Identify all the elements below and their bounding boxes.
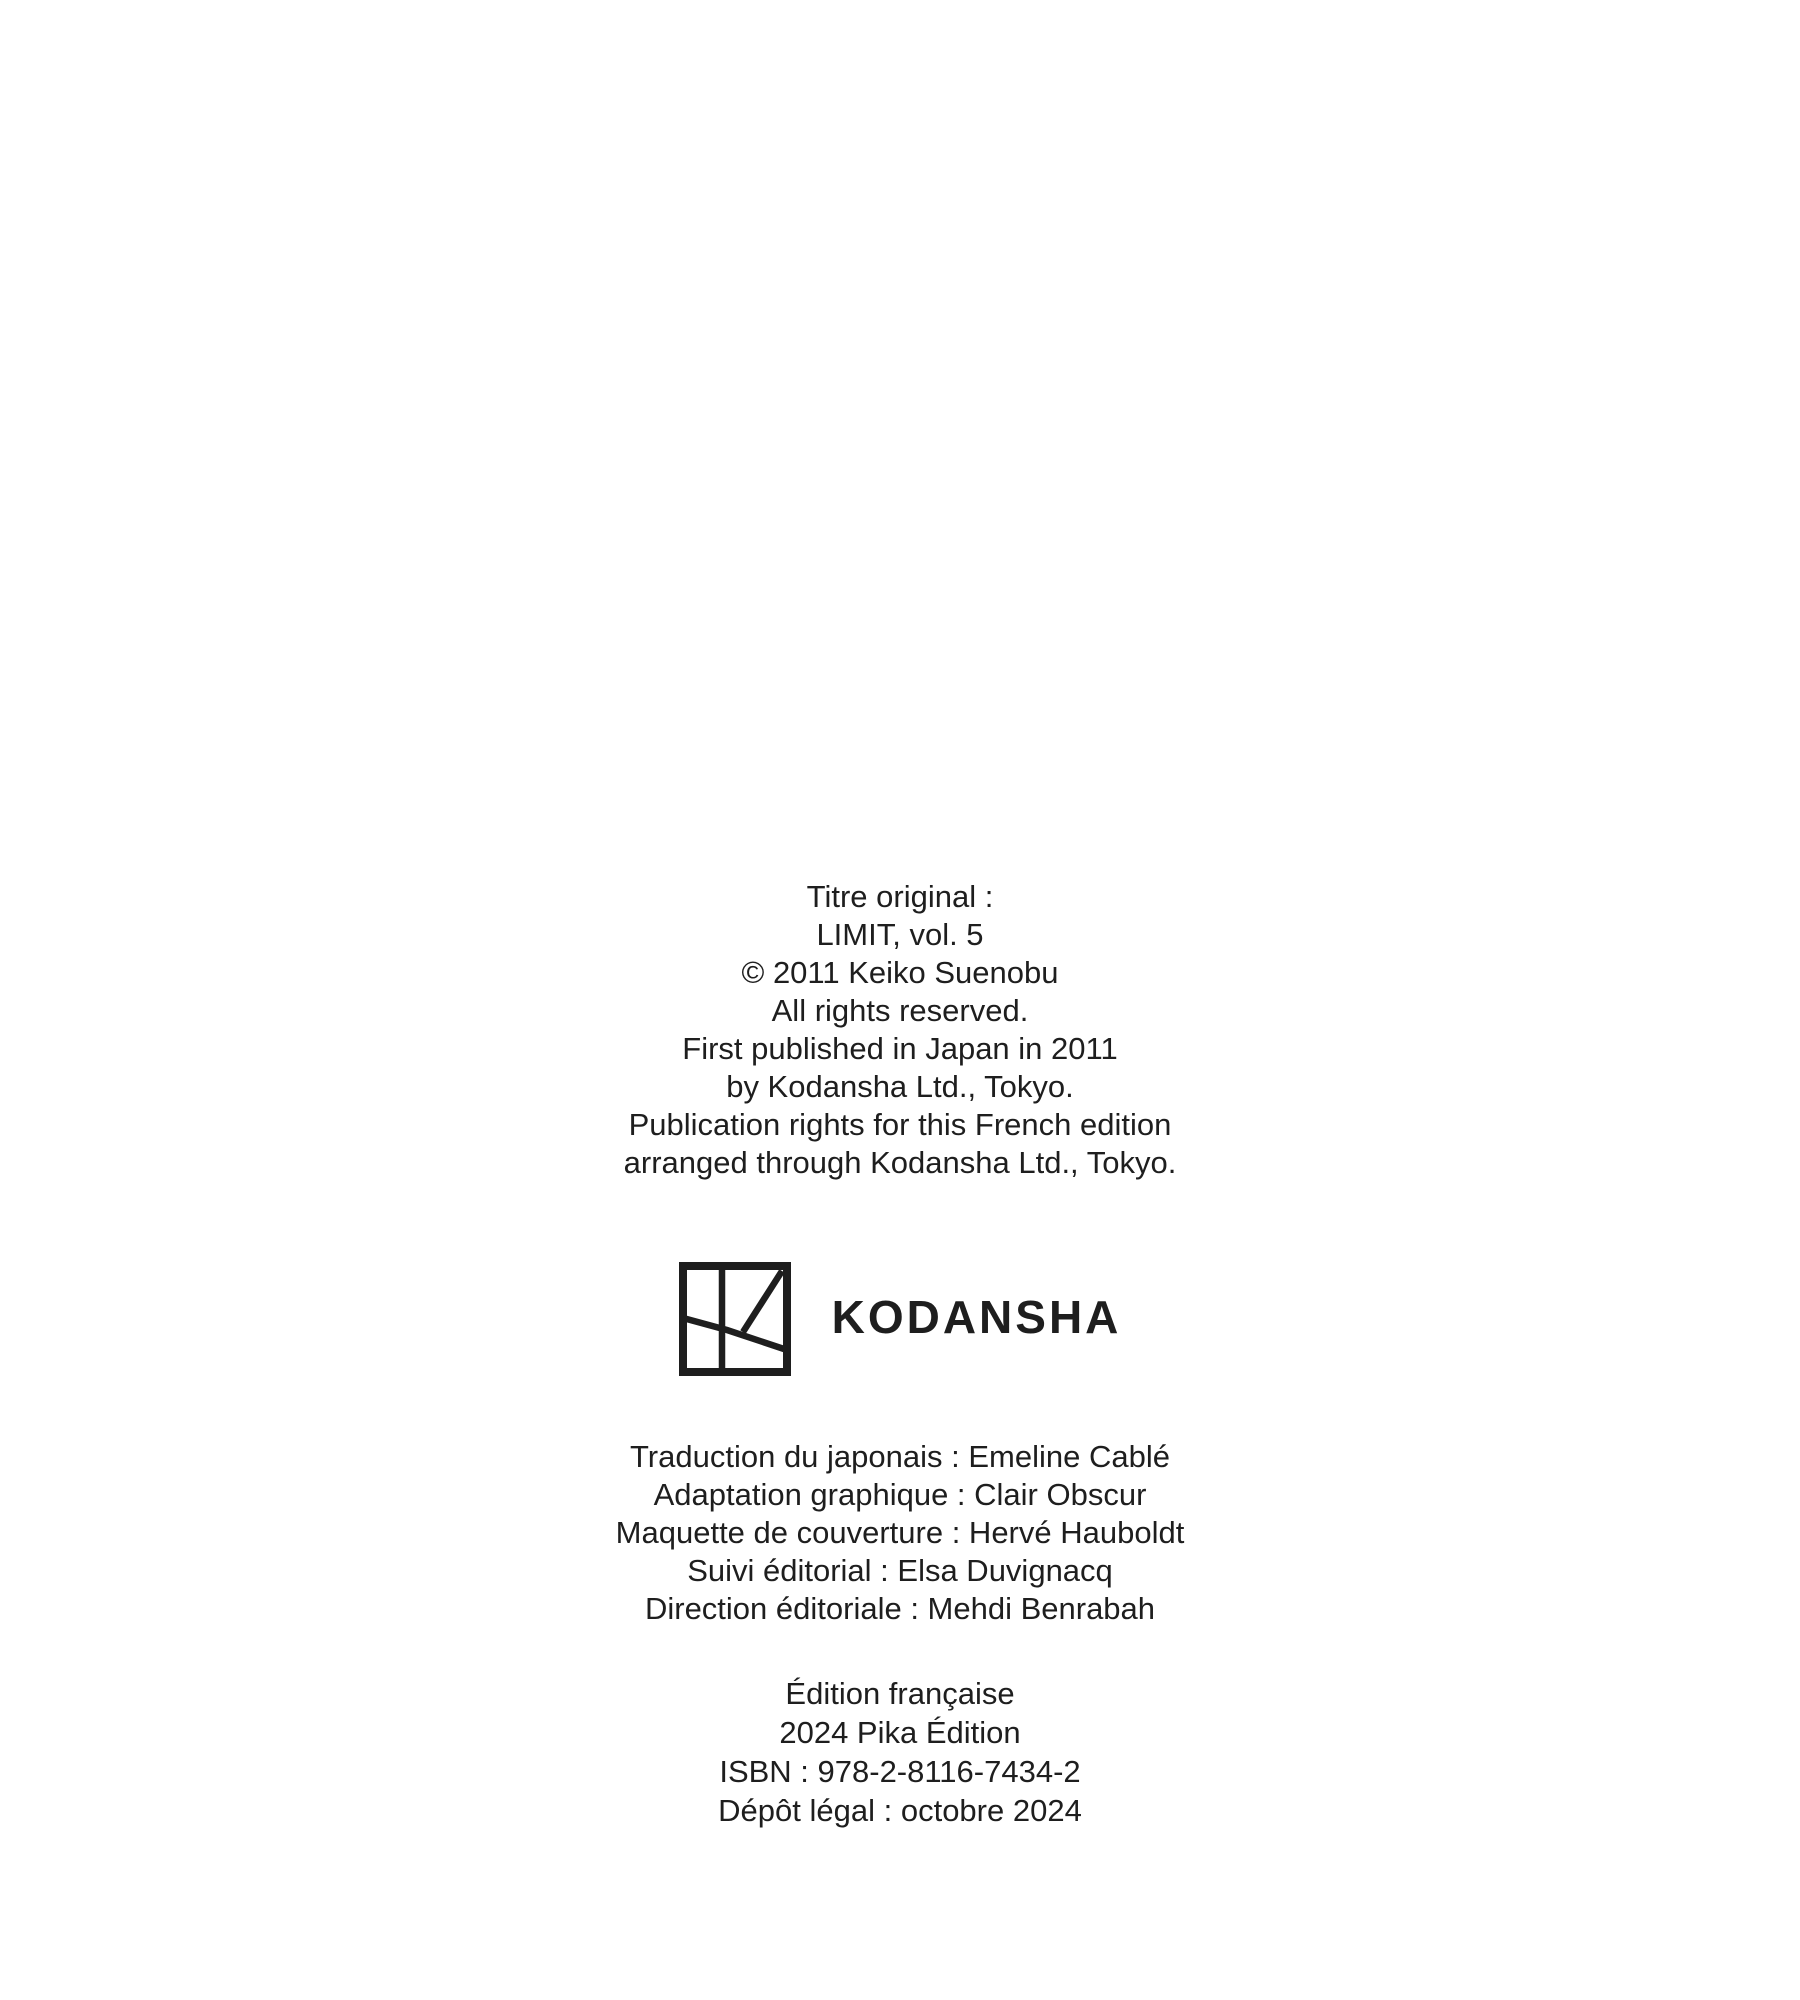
edition-line: ISBN : 978-2-8116-7434-2	[719, 1754, 1081, 1789]
copyright-line: Publication rights for this French edition	[628, 1107, 1172, 1142]
copyright-line: First published in Japan in 2011	[682, 1031, 1118, 1066]
copyright-line: arranged through Kodansha Ltd., Tokyo.	[623, 1145, 1177, 1180]
kodansha-wordmark: KODANSHA	[831, 1291, 1122, 1343]
credit-line: Direction éditoriale : Mehdi Benrabah	[644, 1591, 1156, 1626]
edition-block	[718, 1674, 1082, 1830]
copyright-line: All rights reserved.	[771, 993, 1029, 1028]
edition-line: 2024 Pika Édition	[779, 1715, 1021, 1750]
copyright-line: © 2011 Keiko Suenobu	[741, 955, 1059, 990]
edition-line: Édition française	[785, 1676, 1015, 1711]
credit-line: Maquette de couverture : Hervé Hauboldt	[615, 1515, 1185, 1550]
copyright-line: by Kodansha Ltd., Tokyo.	[726, 1069, 1074, 1104]
credit-line: Traduction du japonais : Emeline Cablé	[630, 1439, 1170, 1474]
edition-line: Dépôt légal : octobre 2024	[718, 1793, 1082, 1828]
copyright-line: LIMIT, vol. 5	[816, 917, 984, 952]
copyright-block	[624, 878, 1177, 1182]
copyright-line: Titre original :	[806, 879, 994, 914]
credit-line: Suivi éditorial : Elsa Duvignacq	[687, 1553, 1113, 1588]
publisher-logo-row	[679, 1262, 1122, 1376]
credit-line: Adaptation graphique : Clair Obscur	[653, 1477, 1147, 1512]
credits-block	[616, 1438, 1185, 1628]
kodansha-logo-icon	[679, 1262, 791, 1376]
